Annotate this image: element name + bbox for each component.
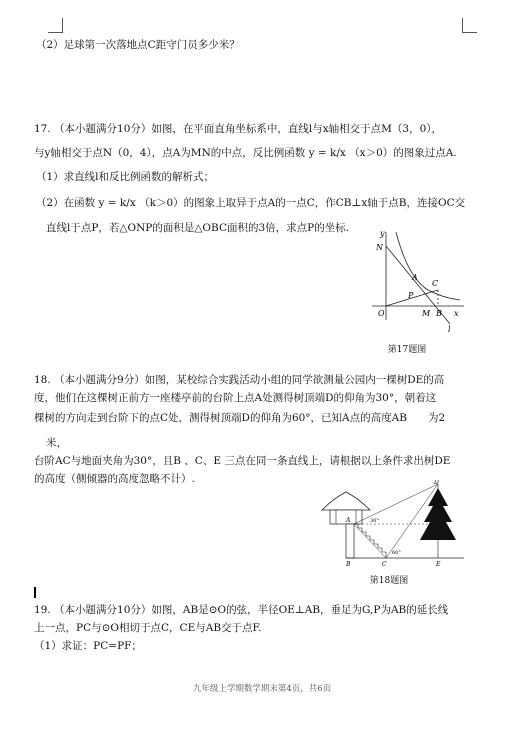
q18-label-30: 30° <box>370 518 379 524</box>
corner-mark-top-right <box>462 18 477 33</box>
q18-line-2: 度，他们在这棵树正前方一座楼亭前的台阶上点A处测得树顶端D的仰角为30°，朝着这 <box>34 392 437 404</box>
q19-line-1: 19. （本小题满分10分）如图，AB是⊙O的弦，半径OE⊥AB，垂足为G,P为AB的延长线 <box>34 604 449 616</box>
top-question-text: （2）足球第一次落地点C距守门员多少米？ <box>36 39 240 51</box>
q17-sub-2: （2）在函数 y = k/x （k＞0）的图象上取异于点A的一点C，作CB⊥x轴于点B，连接OC交 <box>36 197 466 209</box>
q17-hyperbola <box>396 232 460 300</box>
sight-line-a <box>354 484 438 524</box>
q18-label-b: B <box>346 561 351 568</box>
q17-line-2: 与y轴相交于点N（0，4），点A为MN的中点，反比例函数 y = k/x （x＞0）的图象过点A. <box>34 147 457 159</box>
q18-line-5: 台阶AC与地面夹角为30°，且B 、C、E 三点在同一条直线上，请根据以上条件求出树DE <box>34 455 451 467</box>
q18-label-a: A <box>346 517 351 524</box>
q17-label-o: O <box>378 309 385 318</box>
q18-label-d: D <box>434 480 439 486</box>
q18-label-c: C <box>382 561 387 568</box>
q19-line-2: 上一点，PC与⊙O相切于点C，CE与AB交于点F. <box>34 622 262 634</box>
text-cursor <box>34 587 36 598</box>
q18-label-60: 60° <box>392 550 401 556</box>
q18-line-1: 18. （本小题满分9分）如图，某校综合实践活动小组的同学欲测量公园内一棵树DE的高 <box>34 374 445 386</box>
q17-label-c: C <box>432 279 439 288</box>
page-footer: 九年级上学期数学期末第4页，共6页 <box>192 684 332 694</box>
q18-figure <box>316 480 466 570</box>
q17-line-1: 17. （本小题满分10分）如图，在平面直角坐标系中，直线l与x轴相交于点M（3，0）， <box>34 123 443 135</box>
q17-label-l: l <box>448 325 451 334</box>
q17-sub-1: （1）求直线l和反比例函数的解析式； <box>36 171 215 183</box>
q17-label-a: A <box>412 273 418 282</box>
q17-sub-2b: 直线l于点P，若△ONP的面积是△OBC面积的3倍，求点P的坐标. <box>46 222 350 234</box>
tree-icon <box>420 488 456 540</box>
q17-label-x: x <box>454 309 459 318</box>
q17-figure <box>368 228 478 338</box>
q19-sub-1: （1）求证：PC=PF； <box>34 640 142 652</box>
platform <box>346 524 354 558</box>
corner-mark-top-left <box>48 18 63 33</box>
q17-label-p: P <box>408 291 414 300</box>
pavilion-roof-icon <box>322 492 370 510</box>
q18-line-4: 米， <box>46 437 67 449</box>
q17-label-m: M <box>422 309 431 318</box>
q17-label-n: N <box>376 243 383 252</box>
q17-label-y: y <box>380 229 385 238</box>
q17-label-b: B <box>436 309 442 318</box>
q18-label-e: E <box>436 561 441 568</box>
q18-line-6: 的高度（侧倾器的高度忽略不计）. <box>34 473 195 485</box>
q18-line-3: 棵树的方向走到台阶下的点C处，测得树顶端D的仰角为60°，已知A点的高度AB 为2 <box>34 412 446 424</box>
q18-caption: 第18题图 <box>369 576 409 586</box>
q17-caption: 第17题图 <box>387 345 427 355</box>
